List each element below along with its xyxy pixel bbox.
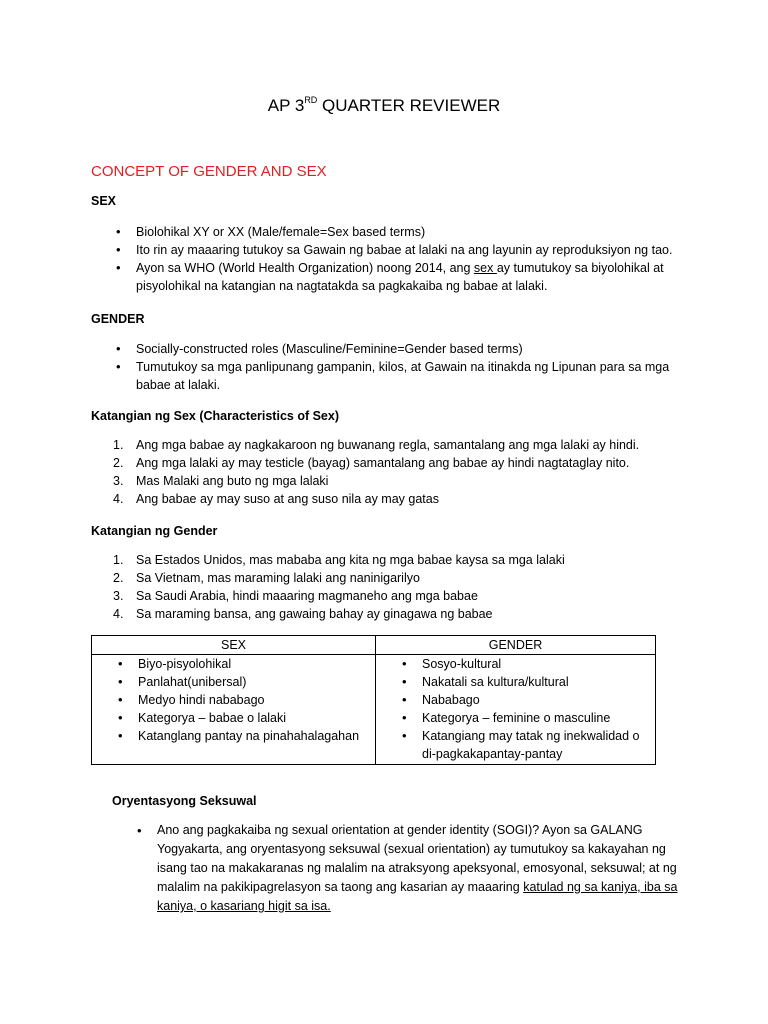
list-item: • Sosyo-kultural [376,655,655,673]
gender-characteristics-heading: Katangian ng Gender [91,524,218,538]
list-item: • Tumutukoy sa mga panlipunang gampanin, kilos, at Gawain na itinakda ng Lipunan para sa mga babae at lalaki. [91,358,681,394]
sex-characteristics-block [91,436,711,508]
sex-gender-comparison-table [91,635,656,765]
list-item: 3. Mas Malaki ang buto ng mga lalaki [113,474,329,488]
table-header-row [92,636,656,655]
list-item: 1. Sa Estados Unidos, mas mababa ang kita ng mga babae kaysa sa mga lalaki [113,553,565,567]
concept-heading: CONCEPT OF GENDER AND SEX [91,163,327,180]
table-header-gender: GENDER [376,636,656,655]
orientation-list [112,821,692,916]
orientation-block [112,821,692,916]
sex-characteristics-heading: Katangian ng Sex (Characteristics of Sex) [91,409,339,423]
list-item: 4. Ang babae ay may suso at ang suso nila ay may gatas [113,492,439,506]
list-item: • Kategorya – feminine o masculine [376,709,655,727]
list-item: 2. Ang mga lalaki ay may testicle (bayag) samantalang ang babae ay hindi nagtataglay nito. [113,456,630,470]
gender-characteristics-list [91,551,711,623]
gender-heading: GENDER [91,312,145,326]
gender-list [91,340,681,394]
sex-heading: SEX [91,194,117,208]
list-item: • Panlahat(unibersal) [92,673,375,691]
list-item: • Medyo hindi nababago [92,691,375,709]
list-item: • Katanglang pantay na pinahahalagahan [92,727,375,745]
sex-list [91,223,691,295]
table-row [92,655,656,765]
gender-traits-list [376,655,655,763]
list-item: • Nababago [376,691,655,709]
list-item: 2. Sa Vietnam, mas maraming lalaki ang naninigarilyo [113,571,420,585]
list-item: • Ano ang pagkakaiba ng sexual orientation at gender identity (SOGI)? Ayon sa GALANG Yogyakarta, ang oryentasyong seksuwal (sexual orientation) ay tumutukoy sa kakayahan ng isang tao na makakaranas ng malalim na atraksyong apeksyonal, emosyonal, seksuwal; at ng malalim na pakikipagrelasyon sa taong ang kasarian ay maaaring katulad ng sa kaniya, iba sa kaniya, o kasariang higit sa isa. [112,821,692,916]
sex-list-block [91,223,691,295]
list-item: 1. Ang mga babae ay nagkakaroon ng buwanang regla, samantalang ang mga lalaki ay hindi. [113,438,640,452]
list-item: • Biolohikal XY or XX (Male/female=Sex based terms) [91,223,691,241]
orientation-heading: Oryentasyong Seksuwal [112,794,257,808]
list-item: • Ito rin ay maaaring tutukoy sa Gawain ng babae at lalaki na ang layunin ay reproduksiyon ng tao. [91,241,691,259]
list-item: • Ayon sa WHO (World Health Organization) noong 2014, ang sex ay tumutukoy sa biyolohikal at pisyolohikal na katangian na nagtatakda sa pagkakaiba ng babae at lalaki. [91,259,691,295]
table-cell-sex [92,655,376,765]
sex-traits-list [92,655,375,745]
table-cell-gender [376,655,656,765]
list-item: 3. Sa Saudi Arabia, hindi maaaring magmaneho ang mga babae [113,589,478,603]
list-item: • Kategorya – babae o lalaki [92,709,375,727]
gender-list-block [91,340,681,394]
list-item: • Biyo-pisyolohikal [92,655,375,673]
list-item: • Socially-constructed roles (Masculine/Feminine=Gender based terms) [91,340,681,358]
sex-characteristics-list [91,436,711,508]
gender-characteristics-block [91,551,711,623]
table-header-sex: SEX [92,636,376,655]
list-item: 4. Sa maraming bansa, ang gawaing bahay ay ginagawa ng babae [113,607,493,621]
list-item: • Nakatali sa kultura/kultural [376,673,655,691]
page-title: AP 3RD QUARTER REVIEWER [267,95,501,115]
list-item: • Katangiang may tatak ng inekwalidad o di-pagkakapantay-pantay [376,727,655,763]
